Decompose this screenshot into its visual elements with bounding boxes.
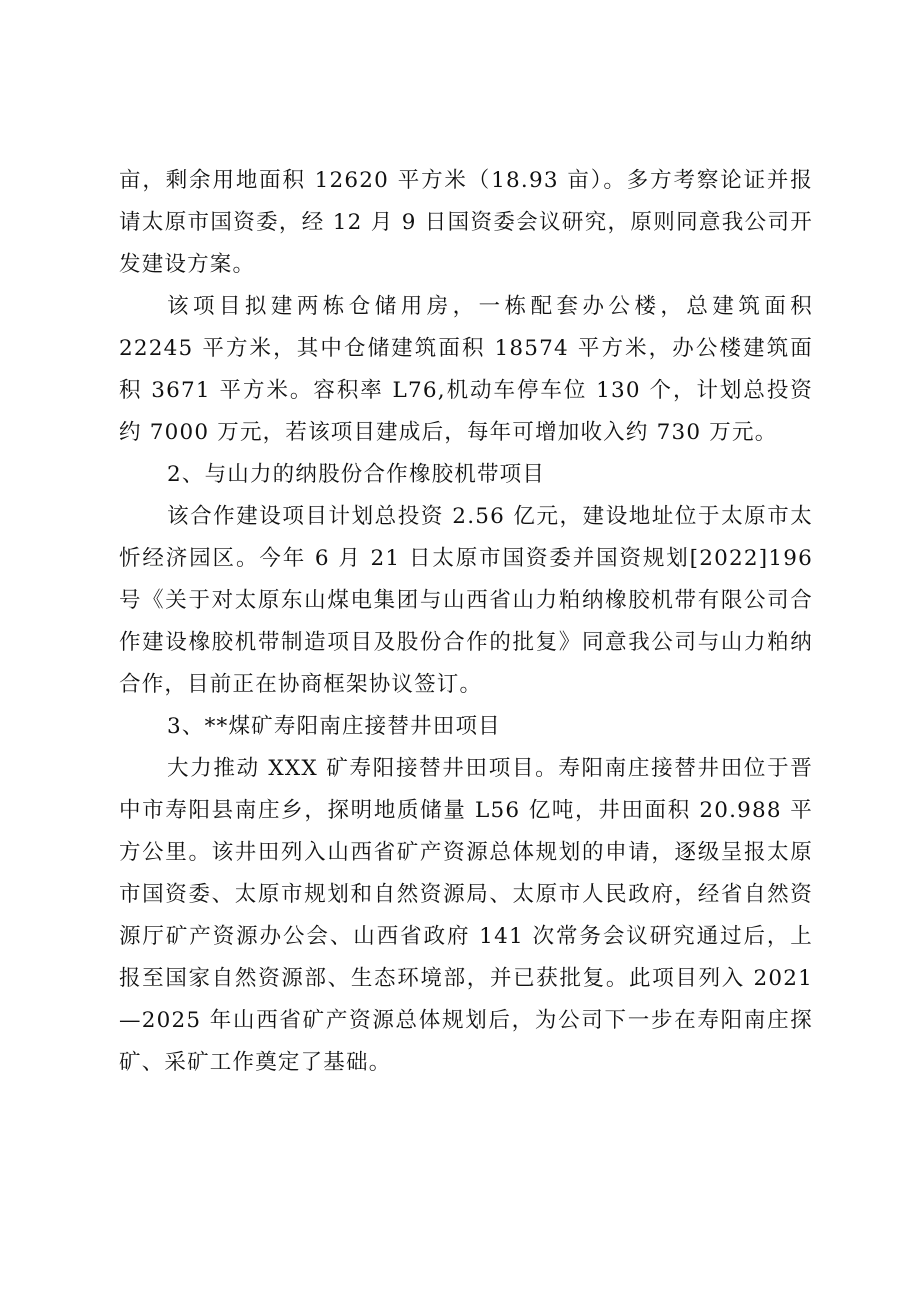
- document-body: [119, 160, 813, 1084]
- paragraph-mine-field-project: 大力推动 XXX 矿寿阳接替井田项目。寿阳南庄接替井田位于晋中市寿阳县南庄乡，探明地质储量 L56 亿吨，井田面积 20.988 平方公里。该井田列入山西省矿产资源总体规划的申请，逐级呈报太原市国资委、太原市规划和自然资源局、太原市人民政府，经省自然资源厅矿产资源办公会、山西省政府 141 次常务会议研究通过后，上报至国家自然资源部、生态环境部，并已获批复。此项目列入 2021—2025 年山西省矿产资源总体规划后，为公司下一步在寿阳南庄探矿、采矿工作奠定了基础。: [119, 756, 813, 1075]
- section-heading-3: 3、**煤矿寿阳南庄接替井田项目: [167, 714, 501, 739]
- section-heading-2: 2、与山力的纳股份合作橡胶机带项目: [167, 462, 546, 487]
- paragraph-continuation: 亩，剩余用地面积 12620 平方米（18.93 亩）。多方考察论证并报请太原市国资委，经 12 月 9 日国资委会议研究，原则同意我公司开发建设方案。: [119, 168, 813, 277]
- paragraph-warehouse-project: 该项目拟建两栋仓储用房，一栋配套办公楼，总建筑面积 22245 平方米，其中仓储建筑面积 18574 平方米，办公楼建筑面积 3671 平方米。容积率 L76,机动车停车位 130 个，计划总投资约 7000 万元，若该项目建成后，每年可增加收入约 730 万元。: [119, 294, 813, 445]
- paragraph-rubber-belt-project: 该合作建设项目计划总投资 2.56 亿元，建设地址位于太原市太忻经济园区。今年 6 月 21 日太原市国资委并国资规划[2022]196 号《关于对太原东山煤电集团与山西省山力粕纳橡胶机带有限公司合作建设橡胶机带制造项目及股份合作的批复》同意我公司与山力粕纳合作，目前正在协商框架协议签订。: [119, 504, 813, 697]
